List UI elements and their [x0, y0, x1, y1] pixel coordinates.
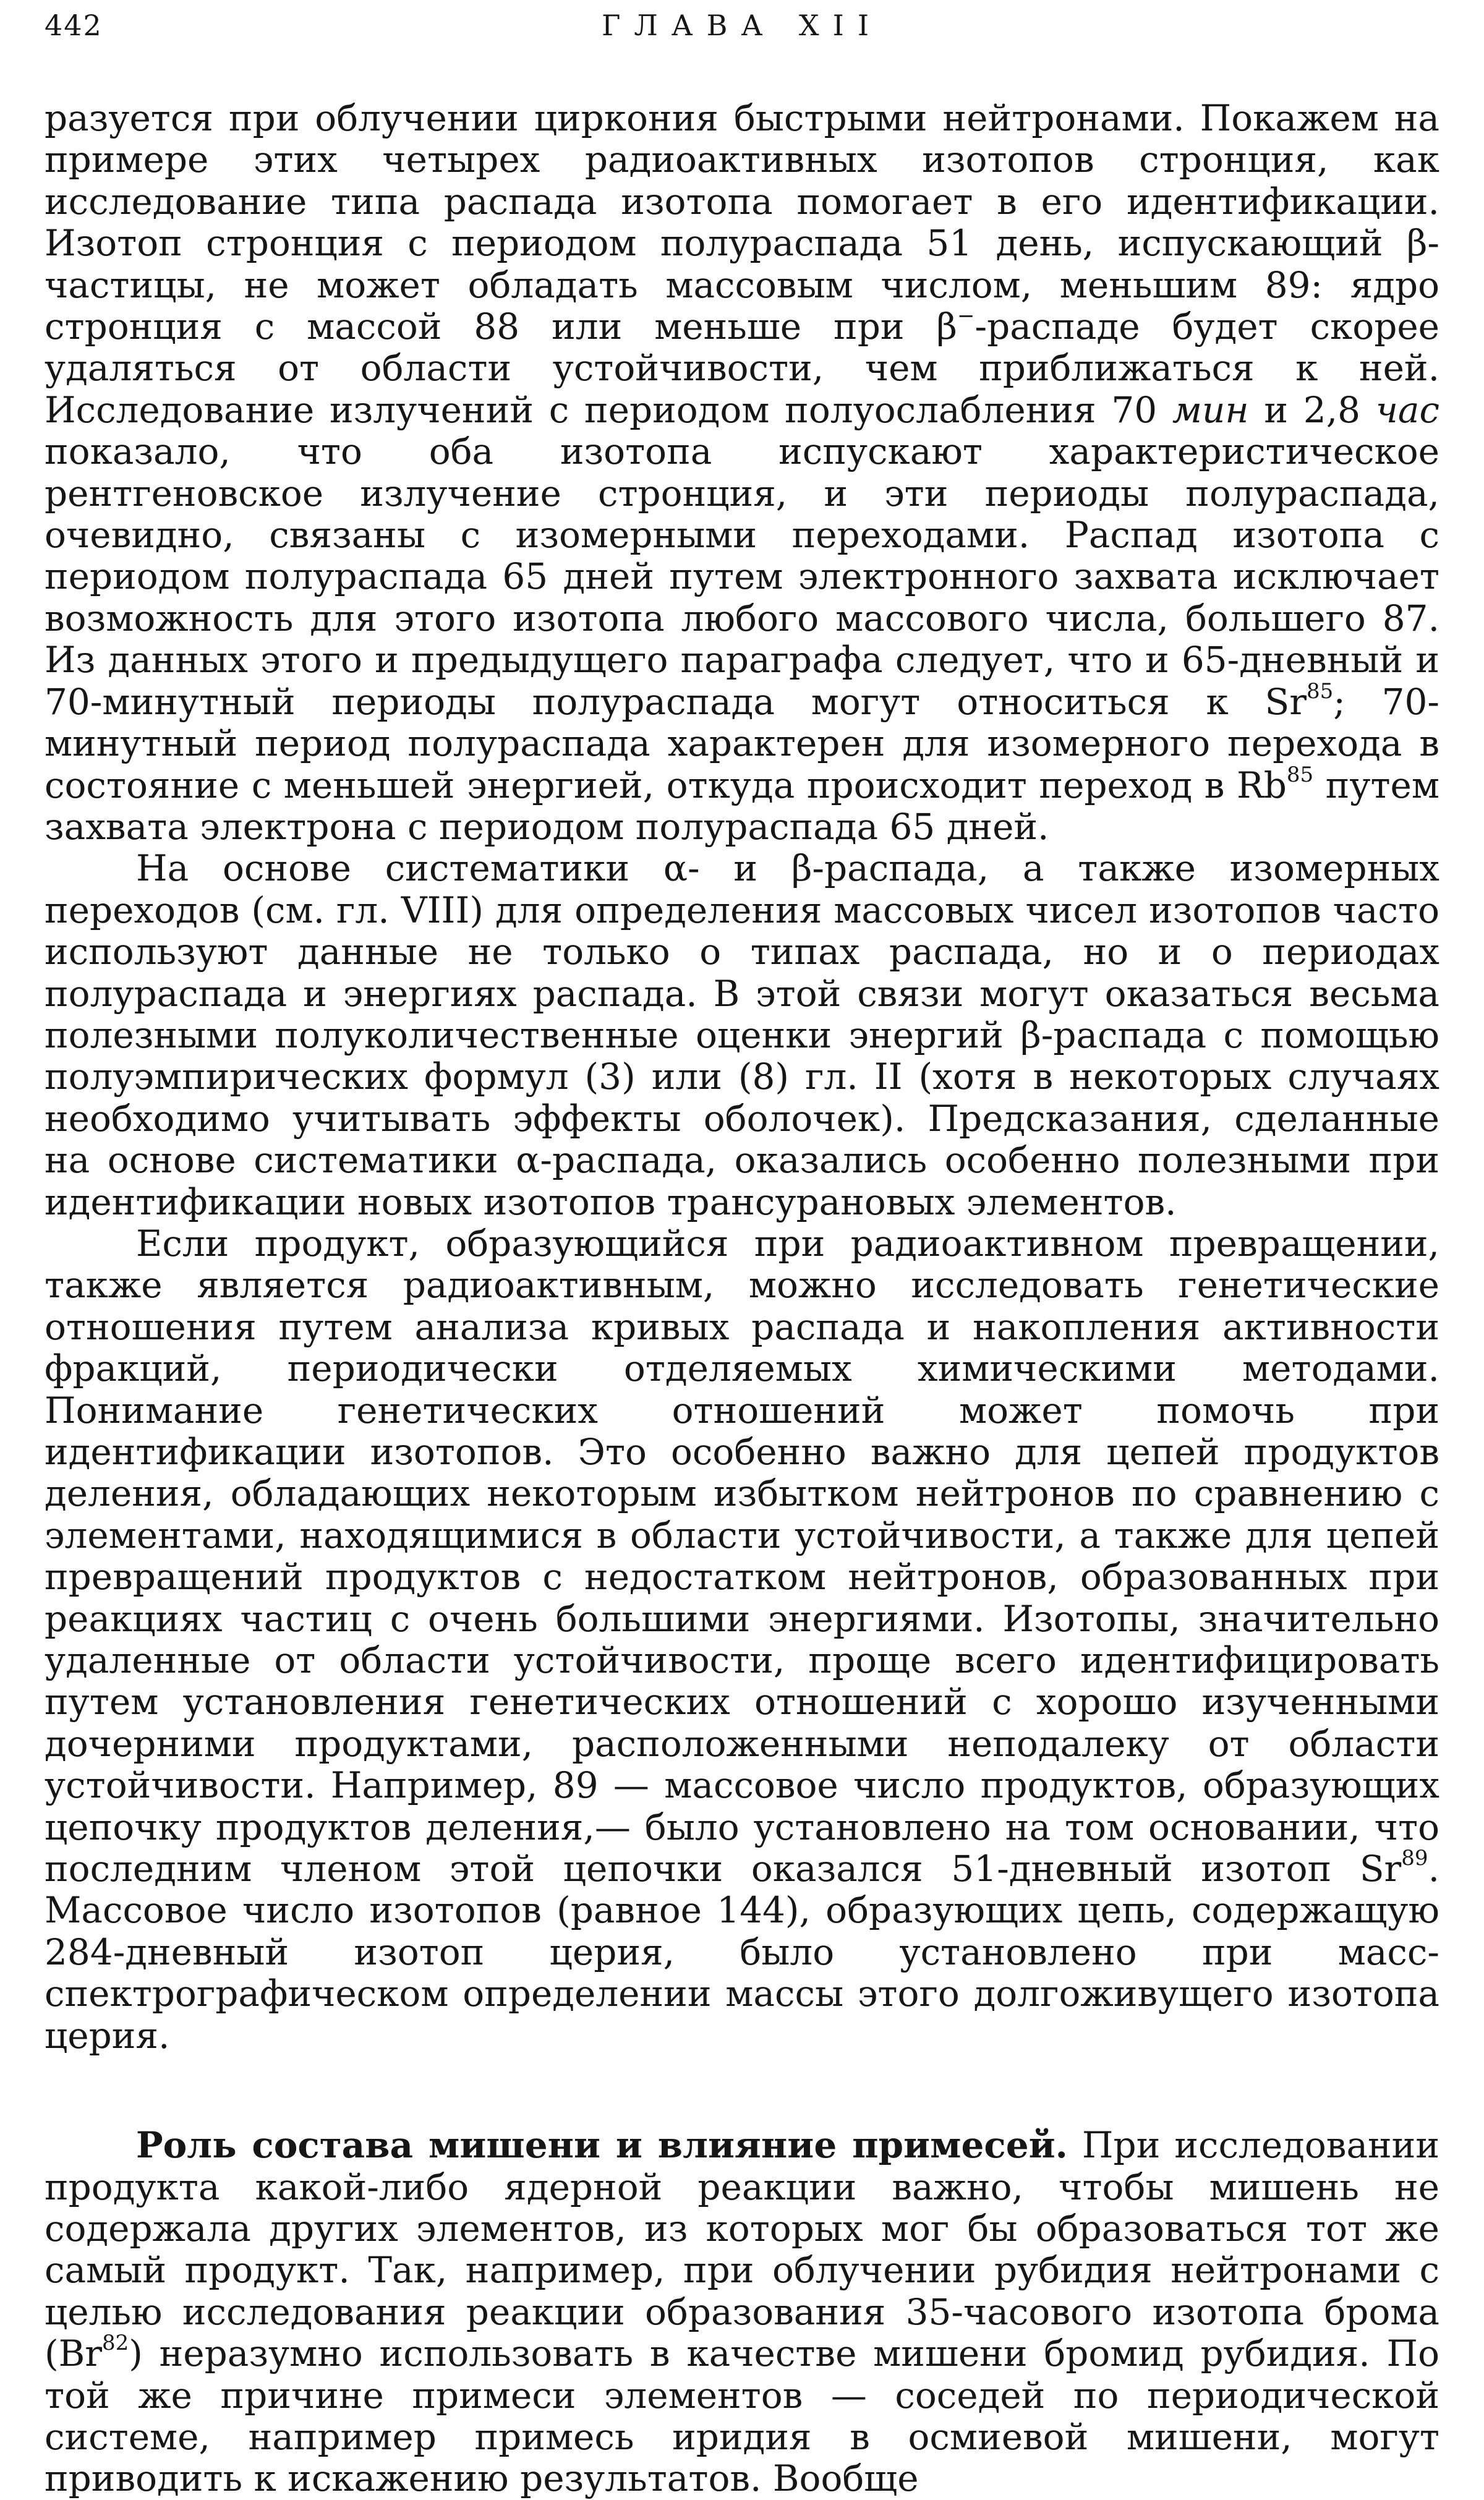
text-run: При исследовании продукта какой-либо ядерной реакции важно, чтобы мишень не содержала других элементов, из которых мог бы образоваться тот же самый продукт. Так, например, при облучении рубидия нейтронами с целью исследования реакции образования 35-часового изотопа брома (Br: [45, 2124, 1439, 2375]
text-run: ) неразумно использовать в качестве мишени бромид рубидия. По той же причине примеси элементов — соседей по периодической системе, например примесь иридия в осмиевой мишени, могут приводить к искажению результатов. Вообще: [45, 2332, 1439, 2500]
text-run: и 2,8: [1248, 388, 1376, 431]
superscript: 82: [101, 2331, 129, 2356]
text-run: -распаде будет скорее удаляться от области устойчивости, чем приближаться к ней. Исследование излучений с периодом полуослабления 70: [45, 305, 1440, 431]
text-run: разуется при облучении циркония быстрыми нейтронами. Покажем на примере этих четырех радиоактивных изотопов стронция, как исследование типа распада изотопа помогает в его идентификации. Изотоп стронция с периодом полураспада 51 день, испускающий β-частицы, не может обладать массовым числом, меньшим 89: ядро стронция с массой 88 или меньше при β: [45, 97, 1439, 348]
page-header: [0, 9, 1484, 48]
text-run: . Массовое число изотопов (равное 144), образующих цепь, содержащую 284-дневный изотоп церия, было установлено при масс-спектрографическом определении массы этого долгоживущего изотопа церия.: [45, 1848, 1439, 2057]
paragraph-isotope-identification: [45, 98, 1439, 848]
paragraph-genetic-relations: [45, 1223, 1439, 2057]
page-body: [45, 98, 1439, 2500]
superscript: 89: [1401, 1846, 1428, 1871]
superscript: −: [957, 304, 975, 329]
paragraph-decay-systematics: На основе систематики α- и β-распада, а также изомерных переходов (см. гл. VIII) для определения массовых чисел изотопов часто используют данные не только о типах распада, но и о периодах полураспада и энергиях распада. В этой связи могут оказаться весьма полезными полуколичественные оценки энергий β-распада с помощью полуэмпирических формул (3) или (8) гл. II (хотя в некоторых случаях необходимо учитывать эффекты оболочек). Предсказания, сделанные на основе систематики α-распада, оказались особенно полезными при идентификации новых изотопов трансурановых элементов.: [45, 847, 1439, 1223]
text-run: показало, что оба изотопа испускают характеристическое рентгеновское излучение стронция, и эти периоды полураспада, очевидно, связаны с изомерными переходами. Распад изотопа с периодом полураспада 65 дней путем электронного захвата исключает возможность для этого изотопа любого массового числа, большего 87. Из данных этого и предыдущего параграфа следует, что и 65-дневный и 70-минутный периоды полураспада могут относиться к Sr: [45, 430, 1439, 723]
superscript: 85: [1306, 678, 1334, 704]
section-lead-heading: Роль состава мишени и влияние примесей.: [136, 2124, 1068, 2167]
page-number: 442: [45, 9, 103, 42]
paragraph-target-composition: [45, 2125, 1439, 2500]
superscript: 85: [1286, 762, 1314, 787]
text-run: ; 70-минутный период полураспада характерен для изомерного перехода в состояние с меньшей энергией, откуда происходит переход в Rb: [45, 680, 1439, 806]
text-run: Если продукт, образующийся при радиоактивном превращении, также является радиоактивным, можно исследовать генетические отношения путем анализа кривых распада и накопления активности фракций, периодически отделяемых химическими методами. Понимание генетических отношений может помочь при идентификации изотопов. Это особенно важно для цепей продуктов деления, обладающих некоторым избытком нейтронов по сравнению с элементами, находящимися в области устойчивости, а также для цепей превращений продуктов с недостатком нейтронов, образованных при реакциях частиц с очень большими энергиями. Изотопы, значительно удаленные от области устойчивости, проще всего идентифицировать путем установления генетических отношений с хорошо изученными дочерними продуктами, расположенными неподалеку от области устойчивости. Например, 89 — массовое число продуктов, образующих цепочку продуктов деления,— было установлено на том основании, что последним членом этой цепочки оказался 51-дневный изотоп Sr: [45, 1222, 1439, 1890]
italic-unit: мин: [1172, 388, 1249, 431]
text-run: путем захвата электрона с периодом полураспада 65 дней.: [45, 764, 1439, 848]
running-head: ГЛАВА XII: [601, 9, 883, 42]
italic-unit: час: [1375, 388, 1439, 431]
